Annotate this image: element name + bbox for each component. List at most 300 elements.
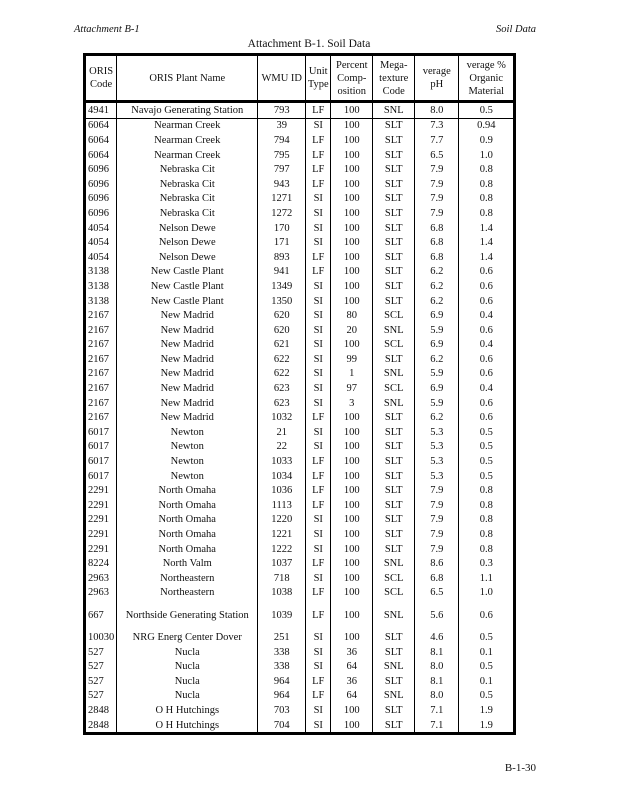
cell-organic-material: 0.6 xyxy=(459,294,515,309)
cell-organic-material: 0.6 xyxy=(459,352,515,367)
cell-unit-type: SI xyxy=(306,440,331,455)
cell-average-ph: 6.2 xyxy=(415,294,459,309)
cell-unit-type: LF xyxy=(306,469,331,484)
cell-plant-name: Nebraska Cit xyxy=(117,162,258,177)
cell-plant-name: Northeastern xyxy=(117,571,258,586)
cell-unit-type: SI xyxy=(306,396,331,411)
cell-unit-type: SI xyxy=(306,571,331,586)
cell-wmu-id: 338 xyxy=(258,659,306,674)
cell-percent-composition: 100 xyxy=(331,133,373,148)
cell-megatexture-code: SCL xyxy=(373,308,415,323)
cell-organic-material: 0.5 xyxy=(459,440,515,455)
cell-megatexture-code: SLT xyxy=(373,542,415,557)
cell-average-ph: 8.0 xyxy=(415,689,459,704)
cell-oris-code: 2291 xyxy=(85,483,117,498)
table-row xyxy=(85,718,515,734)
cell-oris-code: 6096 xyxy=(85,206,117,221)
cell-oris-code: 4941 xyxy=(85,102,117,119)
cell-megatexture-code: SLT xyxy=(373,440,415,455)
cell-oris-code: 2963 xyxy=(85,586,117,601)
cell-unit-type: SI xyxy=(306,513,331,528)
col-header-megatexture-code: Mega- texture Code xyxy=(373,55,415,102)
cell-percent-composition: 20 xyxy=(331,323,373,338)
cell-percent-composition: 64 xyxy=(331,659,373,674)
cell-oris-code: 3138 xyxy=(85,294,117,309)
cell-unit-type: LF xyxy=(306,674,331,689)
table-row xyxy=(85,454,515,469)
cell-average-ph: 7.7 xyxy=(415,133,459,148)
cell-plant-name: New Castle Plant xyxy=(117,294,258,309)
cell-oris-code: 2291 xyxy=(85,498,117,513)
cell-percent-composition: 36 xyxy=(331,674,373,689)
table-row xyxy=(85,527,515,542)
cell-wmu-id: 1222 xyxy=(258,542,306,557)
cell-average-ph: 4.6 xyxy=(415,630,459,645)
cell-average-ph: 5.9 xyxy=(415,323,459,338)
cell-average-ph: 5.6 xyxy=(415,600,459,630)
table-row xyxy=(85,265,515,280)
cell-plant-name: New Madrid xyxy=(117,352,258,367)
table-row xyxy=(85,162,515,177)
table-row xyxy=(85,513,515,528)
cell-unit-type: LF xyxy=(306,586,331,601)
col-header-oris-code: ORIS Code xyxy=(85,55,117,102)
cell-wmu-id: 793 xyxy=(258,102,306,119)
cell-organic-material: 1.4 xyxy=(459,221,515,236)
cell-megatexture-code: SLT xyxy=(373,148,415,163)
cell-percent-composition: 100 xyxy=(331,294,373,309)
cell-percent-composition: 100 xyxy=(331,148,373,163)
cell-unit-type: LF xyxy=(306,600,331,630)
cell-percent-composition: 100 xyxy=(331,703,373,718)
cell-oris-code: 6064 xyxy=(85,148,117,163)
cell-plant-name: Newton xyxy=(117,454,258,469)
cell-average-ph: 6.5 xyxy=(415,586,459,601)
table-row xyxy=(85,674,515,689)
cell-megatexture-code: SLT xyxy=(373,235,415,250)
cell-unit-type: SI xyxy=(306,294,331,309)
cell-megatexture-code: SLT xyxy=(373,192,415,207)
cell-organic-material: 0.6 xyxy=(459,323,515,338)
table-row xyxy=(85,600,515,630)
table-row xyxy=(85,498,515,513)
cell-unit-type: LF xyxy=(306,133,331,148)
table-row xyxy=(85,703,515,718)
cell-organic-material: 0.5 xyxy=(459,630,515,645)
cell-wmu-id: 1032 xyxy=(258,410,306,425)
cell-plant-name: Nucla xyxy=(117,659,258,674)
cell-organic-material: 1.4 xyxy=(459,250,515,265)
cell-average-ph: 5.3 xyxy=(415,469,459,484)
cell-megatexture-code: SNL xyxy=(373,689,415,704)
cell-wmu-id: 338 xyxy=(258,645,306,660)
cell-average-ph: 6.2 xyxy=(415,352,459,367)
cell-megatexture-code: SCL xyxy=(373,586,415,601)
cell-organic-material: 0.8 xyxy=(459,206,515,221)
cell-oris-code: 2167 xyxy=(85,323,117,338)
cell-percent-composition: 100 xyxy=(331,102,373,119)
cell-plant-name: New Madrid xyxy=(117,381,258,396)
cell-organic-material: 0.4 xyxy=(459,308,515,323)
cell-wmu-id: 39 xyxy=(258,118,306,133)
cell-megatexture-code: SNL xyxy=(373,102,415,119)
cell-oris-code: 8224 xyxy=(85,556,117,571)
cell-organic-material: 0.6 xyxy=(459,410,515,425)
col-header-wmu-id: WMU ID xyxy=(258,55,306,102)
cell-average-ph: 7.9 xyxy=(415,498,459,513)
cell-average-ph: 6.5 xyxy=(415,148,459,163)
table-row xyxy=(85,118,515,133)
cell-average-ph: 7.1 xyxy=(415,703,459,718)
cell-oris-code: 527 xyxy=(85,689,117,704)
cell-plant-name: Nelson Dewe xyxy=(117,235,258,250)
cell-wmu-id: 794 xyxy=(258,133,306,148)
cell-unit-type: SI xyxy=(306,630,331,645)
cell-average-ph: 6.2 xyxy=(415,410,459,425)
cell-wmu-id: 620 xyxy=(258,323,306,338)
cell-megatexture-code: SLT xyxy=(373,162,415,177)
cell-average-ph: 6.8 xyxy=(415,221,459,236)
cell-oris-code: 2963 xyxy=(85,571,117,586)
cell-percent-composition: 99 xyxy=(331,352,373,367)
cell-percent-composition: 100 xyxy=(331,556,373,571)
cell-unit-type: LF xyxy=(306,250,331,265)
cell-plant-name: Nelson Dewe xyxy=(117,250,258,265)
cell-percent-composition: 100 xyxy=(331,279,373,294)
cell-oris-code: 6096 xyxy=(85,162,117,177)
cell-percent-composition: 1 xyxy=(331,367,373,382)
cell-unit-type: SI xyxy=(306,645,331,660)
cell-megatexture-code: SLT xyxy=(373,513,415,528)
table-row xyxy=(85,102,515,119)
cell-percent-composition: 3 xyxy=(331,396,373,411)
cell-wmu-id: 1038 xyxy=(258,586,306,601)
cell-unit-type: SI xyxy=(306,352,331,367)
cell-average-ph: 7.3 xyxy=(415,118,459,133)
cell-unit-type: SI xyxy=(306,192,331,207)
cell-oris-code: 527 xyxy=(85,659,117,674)
cell-unit-type: SI xyxy=(306,206,331,221)
cell-organic-material: 0.4 xyxy=(459,338,515,353)
cell-wmu-id: 1272 xyxy=(258,206,306,221)
col-header-average-ph: verage pH xyxy=(415,55,459,102)
cell-unit-type: SI xyxy=(306,118,331,133)
cell-wmu-id: 943 xyxy=(258,177,306,192)
cell-plant-name: New Castle Plant xyxy=(117,279,258,294)
cell-average-ph: 8.0 xyxy=(415,102,459,119)
cell-percent-composition: 64 xyxy=(331,689,373,704)
cell-unit-type: SI xyxy=(306,323,331,338)
table-row xyxy=(85,659,515,674)
cell-percent-composition: 100 xyxy=(331,250,373,265)
cell-average-ph: 7.9 xyxy=(415,177,459,192)
cell-wmu-id: 704 xyxy=(258,718,306,734)
cell-megatexture-code: SLT xyxy=(373,718,415,734)
cell-organic-material: 0.3 xyxy=(459,556,515,571)
table-row xyxy=(85,250,515,265)
cell-average-ph: 6.9 xyxy=(415,308,459,323)
col-header-organic-material: verage % Organic Material xyxy=(459,55,515,102)
cell-percent-composition: 100 xyxy=(331,498,373,513)
cell-plant-name: New Madrid xyxy=(117,410,258,425)
cell-megatexture-code: SLT xyxy=(373,177,415,192)
cell-plant-name: Newton xyxy=(117,425,258,440)
cell-wmu-id: 170 xyxy=(258,221,306,236)
cell-wmu-id: 941 xyxy=(258,265,306,280)
cell-oris-code: 4054 xyxy=(85,221,117,236)
cell-wmu-id: 1033 xyxy=(258,454,306,469)
cell-oris-code: 2291 xyxy=(85,513,117,528)
cell-organic-material: 1.9 xyxy=(459,718,515,734)
cell-plant-name: New Madrid xyxy=(117,338,258,353)
cell-oris-code: 3138 xyxy=(85,279,117,294)
cell-plant-name: North Omaha xyxy=(117,527,258,542)
cell-organic-material: 0.6 xyxy=(459,367,515,382)
table-row xyxy=(85,323,515,338)
table-body xyxy=(85,102,515,734)
cell-average-ph: 6.8 xyxy=(415,571,459,586)
cell-wmu-id: 797 xyxy=(258,162,306,177)
cell-organic-material: 0.8 xyxy=(459,527,515,542)
cell-percent-composition: 100 xyxy=(331,221,373,236)
cell-plant-name: New Castle Plant xyxy=(117,265,258,280)
cell-percent-composition: 100 xyxy=(331,177,373,192)
cell-wmu-id: 1220 xyxy=(258,513,306,528)
table-row xyxy=(85,469,515,484)
cell-unit-type: LF xyxy=(306,556,331,571)
cell-oris-code: 2167 xyxy=(85,396,117,411)
cell-unit-type: LF xyxy=(306,483,331,498)
cell-oris-code: 2848 xyxy=(85,703,117,718)
cell-megatexture-code: SNL xyxy=(373,600,415,630)
cell-unit-type: SI xyxy=(306,659,331,674)
cell-plant-name: NRG Energ Center Dover xyxy=(117,630,258,645)
cell-oris-code: 2848 xyxy=(85,718,117,734)
cell-oris-code: 6064 xyxy=(85,133,117,148)
cell-organic-material: 0.6 xyxy=(459,265,515,280)
table-row xyxy=(85,206,515,221)
cell-megatexture-code: SLT xyxy=(373,250,415,265)
cell-oris-code: 6017 xyxy=(85,425,117,440)
cell-plant-name: Nucla xyxy=(117,689,258,704)
cell-oris-code: 6017 xyxy=(85,469,117,484)
cell-percent-composition: 80 xyxy=(331,308,373,323)
table-row xyxy=(85,689,515,704)
cell-plant-name: O H Hutchings xyxy=(117,718,258,734)
cell-unit-type: SI xyxy=(306,703,331,718)
cell-organic-material: 0.8 xyxy=(459,177,515,192)
cell-wmu-id: 1036 xyxy=(258,483,306,498)
cell-plant-name: Northeastern xyxy=(117,586,258,601)
cell-plant-name: Nelson Dewe xyxy=(117,221,258,236)
table-row xyxy=(85,425,515,440)
table-row xyxy=(85,352,515,367)
cell-percent-composition: 100 xyxy=(331,527,373,542)
cell-oris-code: 2167 xyxy=(85,352,117,367)
cell-percent-composition: 100 xyxy=(331,206,373,221)
cell-oris-code: 2167 xyxy=(85,367,117,382)
cell-unit-type: SI xyxy=(306,527,331,542)
cell-organic-material: 0.1 xyxy=(459,674,515,689)
cell-plant-name: Nebraska Cit xyxy=(117,192,258,207)
cell-megatexture-code: SLT xyxy=(373,410,415,425)
cell-plant-name: North Omaha xyxy=(117,513,258,528)
cell-wmu-id: 171 xyxy=(258,235,306,250)
cell-wmu-id: 1271 xyxy=(258,192,306,207)
cell-average-ph: 5.9 xyxy=(415,367,459,382)
cell-organic-material: 0.8 xyxy=(459,483,515,498)
cell-average-ph: 7.9 xyxy=(415,527,459,542)
table-title: Attachment B-1. Soil Data xyxy=(247,38,371,50)
cell-unit-type: LF xyxy=(306,148,331,163)
cell-unit-type: SI xyxy=(306,367,331,382)
table-row xyxy=(85,294,515,309)
cell-megatexture-code: SCL xyxy=(373,381,415,396)
cell-plant-name: Navajo Generating Station xyxy=(117,102,258,119)
cell-megatexture-code: SLT xyxy=(373,294,415,309)
cell-megatexture-code: SLT xyxy=(373,133,415,148)
cell-average-ph: 6.2 xyxy=(415,265,459,280)
cell-organic-material: 0.1 xyxy=(459,645,515,660)
cell-plant-name: Nucla xyxy=(117,645,258,660)
cell-average-ph: 5.3 xyxy=(415,440,459,455)
cell-wmu-id: 620 xyxy=(258,308,306,323)
cell-plant-name: Nebraska Cit xyxy=(117,206,258,221)
cell-plant-name: Nucla xyxy=(117,674,258,689)
table-row xyxy=(85,367,515,382)
cell-oris-code: 2167 xyxy=(85,410,117,425)
cell-unit-type: SI xyxy=(306,279,331,294)
cell-plant-name: Nearman Creek xyxy=(117,148,258,163)
table-row xyxy=(85,235,515,250)
cell-wmu-id: 893 xyxy=(258,250,306,265)
cell-megatexture-code: SLT xyxy=(373,630,415,645)
cell-average-ph: 6.2 xyxy=(415,279,459,294)
cell-oris-code: 6096 xyxy=(85,177,117,192)
cell-oris-code: 667 xyxy=(85,600,117,630)
cell-wmu-id: 1113 xyxy=(258,498,306,513)
cell-percent-composition: 100 xyxy=(331,630,373,645)
cell-wmu-id: 622 xyxy=(258,367,306,382)
cell-oris-code: 4054 xyxy=(85,250,117,265)
cell-megatexture-code: SLT xyxy=(373,279,415,294)
cell-organic-material: 0.8 xyxy=(459,513,515,528)
col-header-unit-type: Unit Type xyxy=(306,55,331,102)
cell-percent-composition: 36 xyxy=(331,645,373,660)
table-row xyxy=(85,542,515,557)
cell-unit-type: LF xyxy=(306,454,331,469)
cell-oris-code: 2167 xyxy=(85,381,117,396)
cell-average-ph: 8.6 xyxy=(415,556,459,571)
cell-wmu-id: 251 xyxy=(258,630,306,645)
cell-megatexture-code: SLT xyxy=(373,483,415,498)
cell-percent-composition: 100 xyxy=(331,454,373,469)
cell-wmu-id: 795 xyxy=(258,148,306,163)
cell-plant-name: North Omaha xyxy=(117,498,258,513)
cell-organic-material: 0.5 xyxy=(459,425,515,440)
cell-oris-code: 6064 xyxy=(85,118,117,133)
cell-percent-composition: 100 xyxy=(331,192,373,207)
cell-organic-material: 1.1 xyxy=(459,571,515,586)
table-row xyxy=(85,221,515,236)
cell-organic-material: 0.6 xyxy=(459,279,515,294)
cell-megatexture-code: SCL xyxy=(373,338,415,353)
cell-megatexture-code: SLT xyxy=(373,498,415,513)
cell-unit-type: SI xyxy=(306,425,331,440)
table-row xyxy=(85,556,515,571)
col-header-percent-composition: Percent Comp- osition xyxy=(331,55,373,102)
cell-organic-material: 0.8 xyxy=(459,162,515,177)
cell-plant-name: New Madrid xyxy=(117,396,258,411)
cell-average-ph: 8.1 xyxy=(415,645,459,660)
table-row xyxy=(85,177,515,192)
cell-megatexture-code: SLT xyxy=(373,221,415,236)
cell-plant-name: Nearman Creek xyxy=(117,118,258,133)
cell-unit-type: SI xyxy=(306,221,331,236)
cell-percent-composition: 100 xyxy=(331,571,373,586)
cell-oris-code: 527 xyxy=(85,674,117,689)
cell-oris-code: 4054 xyxy=(85,235,117,250)
cell-plant-name: Newton xyxy=(117,440,258,455)
cell-percent-composition: 100 xyxy=(331,265,373,280)
cell-wmu-id: 21 xyxy=(258,425,306,440)
cell-megatexture-code: SNL xyxy=(373,659,415,674)
cell-plant-name: North Omaha xyxy=(117,483,258,498)
cell-oris-code: 6096 xyxy=(85,192,117,207)
cell-wmu-id: 623 xyxy=(258,396,306,411)
cell-average-ph: 5.3 xyxy=(415,454,459,469)
table-row xyxy=(85,410,515,425)
table-row xyxy=(85,586,515,601)
cell-megatexture-code: SLT xyxy=(373,206,415,221)
cell-plant-name: O H Hutchings xyxy=(117,703,258,718)
cell-organic-material: 0.4 xyxy=(459,381,515,396)
cell-organic-material: 0.8 xyxy=(459,542,515,557)
table-row xyxy=(85,440,515,455)
cell-oris-code: 527 xyxy=(85,645,117,660)
cell-unit-type: SI xyxy=(306,718,331,734)
table-row xyxy=(85,630,515,645)
cell-wmu-id: 1221 xyxy=(258,527,306,542)
cell-percent-composition: 100 xyxy=(331,338,373,353)
cell-megatexture-code: SLT xyxy=(373,425,415,440)
table-row xyxy=(85,381,515,396)
table-row xyxy=(85,308,515,323)
cell-plant-name: Nebraska Cit xyxy=(117,177,258,192)
cell-megatexture-code: SLT xyxy=(373,703,415,718)
cell-organic-material: 0.8 xyxy=(459,498,515,513)
table-row xyxy=(85,148,515,163)
cell-wmu-id: 622 xyxy=(258,352,306,367)
cell-average-ph: 7.9 xyxy=(415,483,459,498)
cell-unit-type: SI xyxy=(306,308,331,323)
cell-organic-material: 0.5 xyxy=(459,102,515,119)
cell-megatexture-code: SCL xyxy=(373,571,415,586)
cell-unit-type: SI xyxy=(306,542,331,557)
cell-percent-composition: 100 xyxy=(331,118,373,133)
soil-data-table xyxy=(83,53,516,735)
cell-unit-type: LF xyxy=(306,689,331,704)
cell-average-ph: 7.9 xyxy=(415,162,459,177)
cell-megatexture-code: SLT xyxy=(373,454,415,469)
cell-wmu-id: 623 xyxy=(258,381,306,396)
cell-wmu-id: 1039 xyxy=(258,600,306,630)
cell-average-ph: 6.8 xyxy=(415,250,459,265)
table-row xyxy=(85,338,515,353)
table-row xyxy=(85,571,515,586)
cell-percent-composition: 100 xyxy=(331,600,373,630)
cell-wmu-id: 1037 xyxy=(258,556,306,571)
